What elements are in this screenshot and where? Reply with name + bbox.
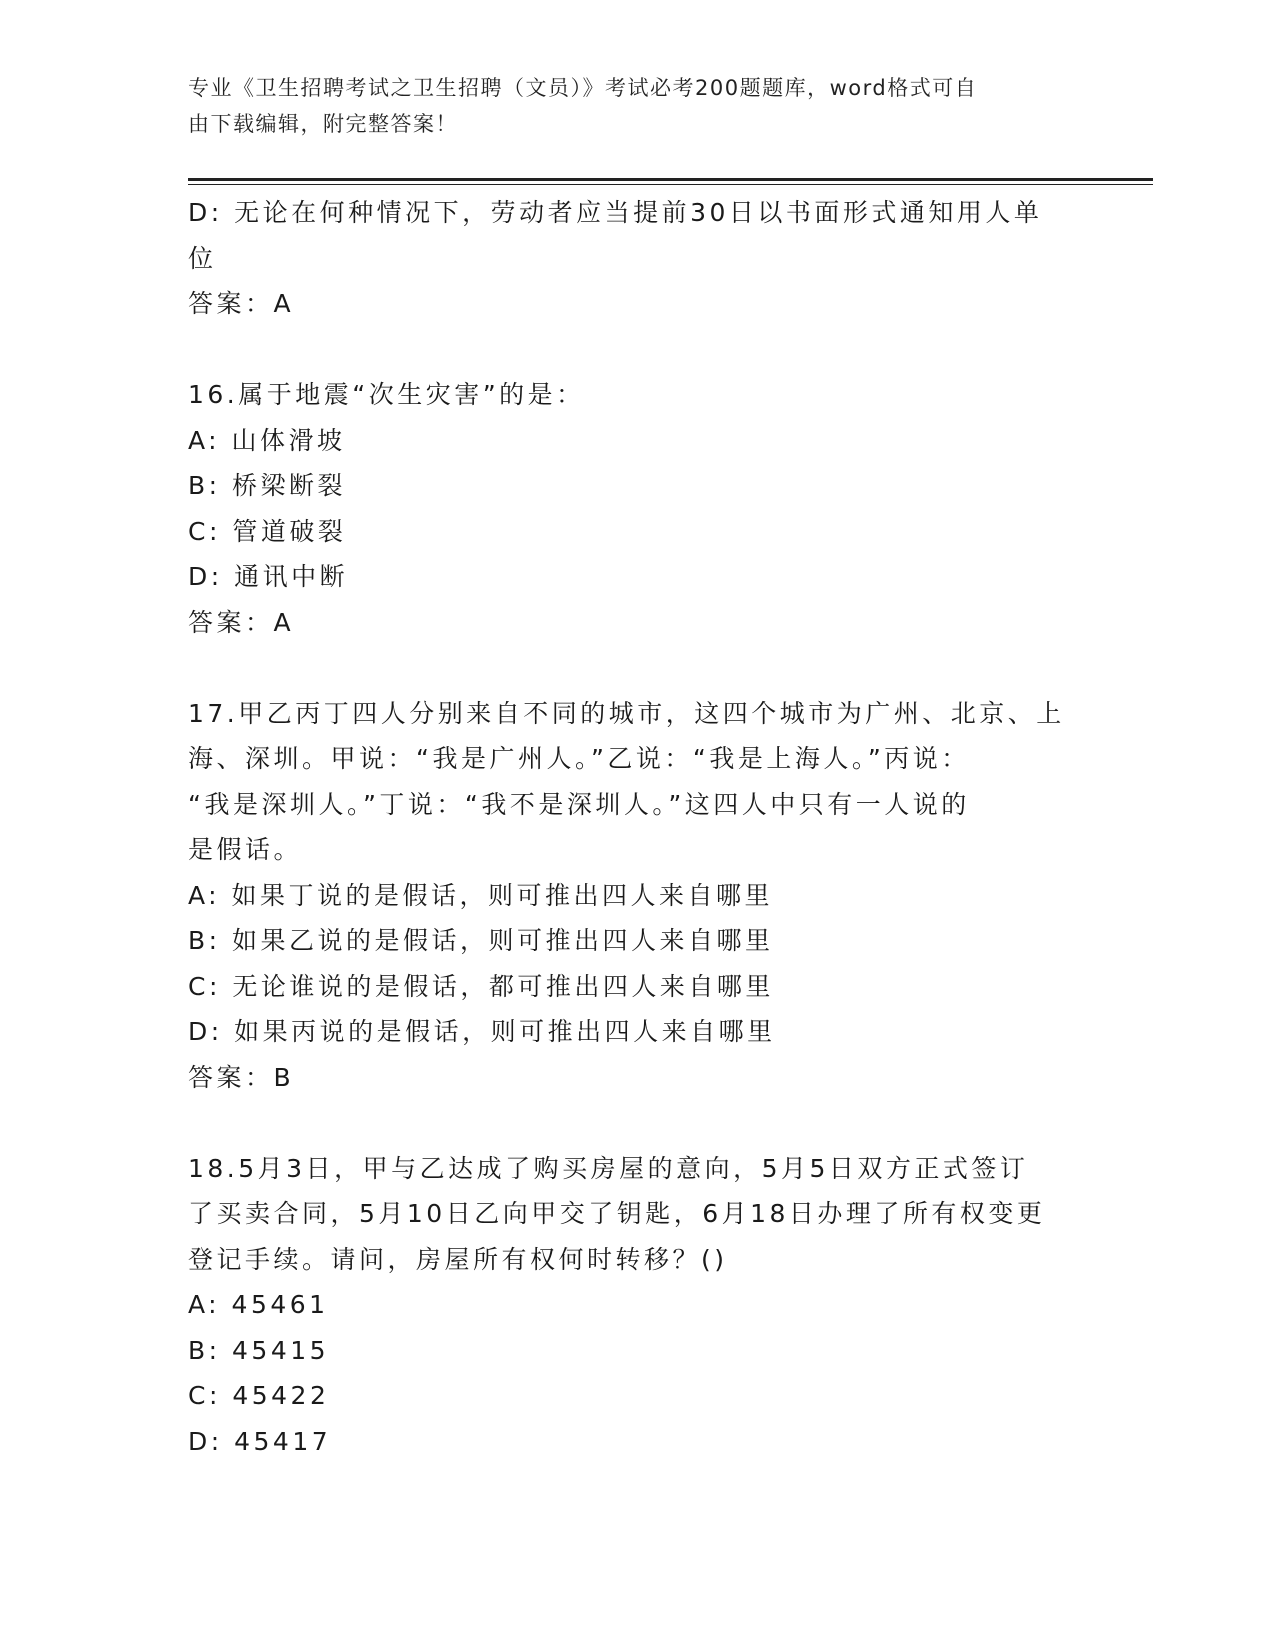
q17-option-c: C: 无论谁说的是假话，都可推出四人来自哪里 [188,971,774,1001]
question-15 [188,190,1078,327]
spacer [188,327,1078,373]
question-content [188,190,1078,1464]
q18-option-c: C: 45422 [188,1381,330,1410]
header-divider-thick [188,178,1153,181]
q16-option-b: B: 桥梁断裂 [188,471,347,500]
q16-option-d: D: 通讯中断 [188,562,349,591]
q17-answer: 答案：B [188,1062,295,1092]
header-divider-thin [188,184,1153,185]
question-18 [188,1146,1078,1465]
q16-option-a: A: 山体滑坡 [188,425,346,455]
q17-option-b: B: 如果乙说的是假话，则可推出四人来自哪里 [188,926,774,955]
header-title-line-1: 专业《卫生招聘考试之卫生招聘（文员）》考试必考200题题库，word格式可自 [188,76,978,100]
q15-option-d-line-2: 位 [188,243,217,273]
header-title-line-2: 由下载编辑，附完整答案！ [188,112,458,136]
q15-option-d-line-1: D: 无论在何种情况下，劳动者应当提前30日以书面形式通知用人单 [188,198,1043,227]
q15-answer: 答案：A [188,289,295,318]
q18-option-d: D: 45417 [188,1426,332,1456]
q18-option-b: B: 45415 [188,1335,330,1365]
q17-question-line-2: 海、深圳。甲说：“我是广州人。”乙说：“我是上海人。”丙说： [188,744,970,773]
q18-option-a: A: 45461 [188,1290,329,1319]
q16-option-c: C: 管道破裂 [188,516,347,546]
q18-question-line-2: 了买卖合同，5月10日乙向甲交了钥匙，6月18日办理了所有权变更 [188,1199,1046,1228]
q17-option-a: A: 如果丁说的是假话，则可推出四人来自哪里 [188,880,774,910]
q17-question-line-1: 17.甲乙丙丁四人分别来自不同的城市，这四个城市为广州、北京、上 [188,698,1065,728]
q16-answer: 答案：A [188,607,295,637]
question-16 [188,372,1078,645]
spacer [188,1100,1078,1146]
q17-question-line-4: 是假话。 [188,835,303,864]
q17-option-d: D: 如果丙说的是假话，则可推出四人来自哪里 [188,1017,776,1046]
q16-question: 16.属于地震“次生灾害”的是： [188,380,585,409]
spacer [188,645,1078,691]
question-17 [188,691,1078,1101]
q18-question-line-1: 18.5月3日，甲与乙达成了购买房屋的意向，5月5日双方正式签订 [188,1153,1029,1183]
q17-question-line-3: “我是深圳人。”丁说：“我不是深圳人。”这四人中只有一人说的 [188,789,970,819]
q18-question-line-3: 登记手续。请问，房屋所有权何时转移？() [188,1244,728,1274]
document-header [188,70,1068,142]
